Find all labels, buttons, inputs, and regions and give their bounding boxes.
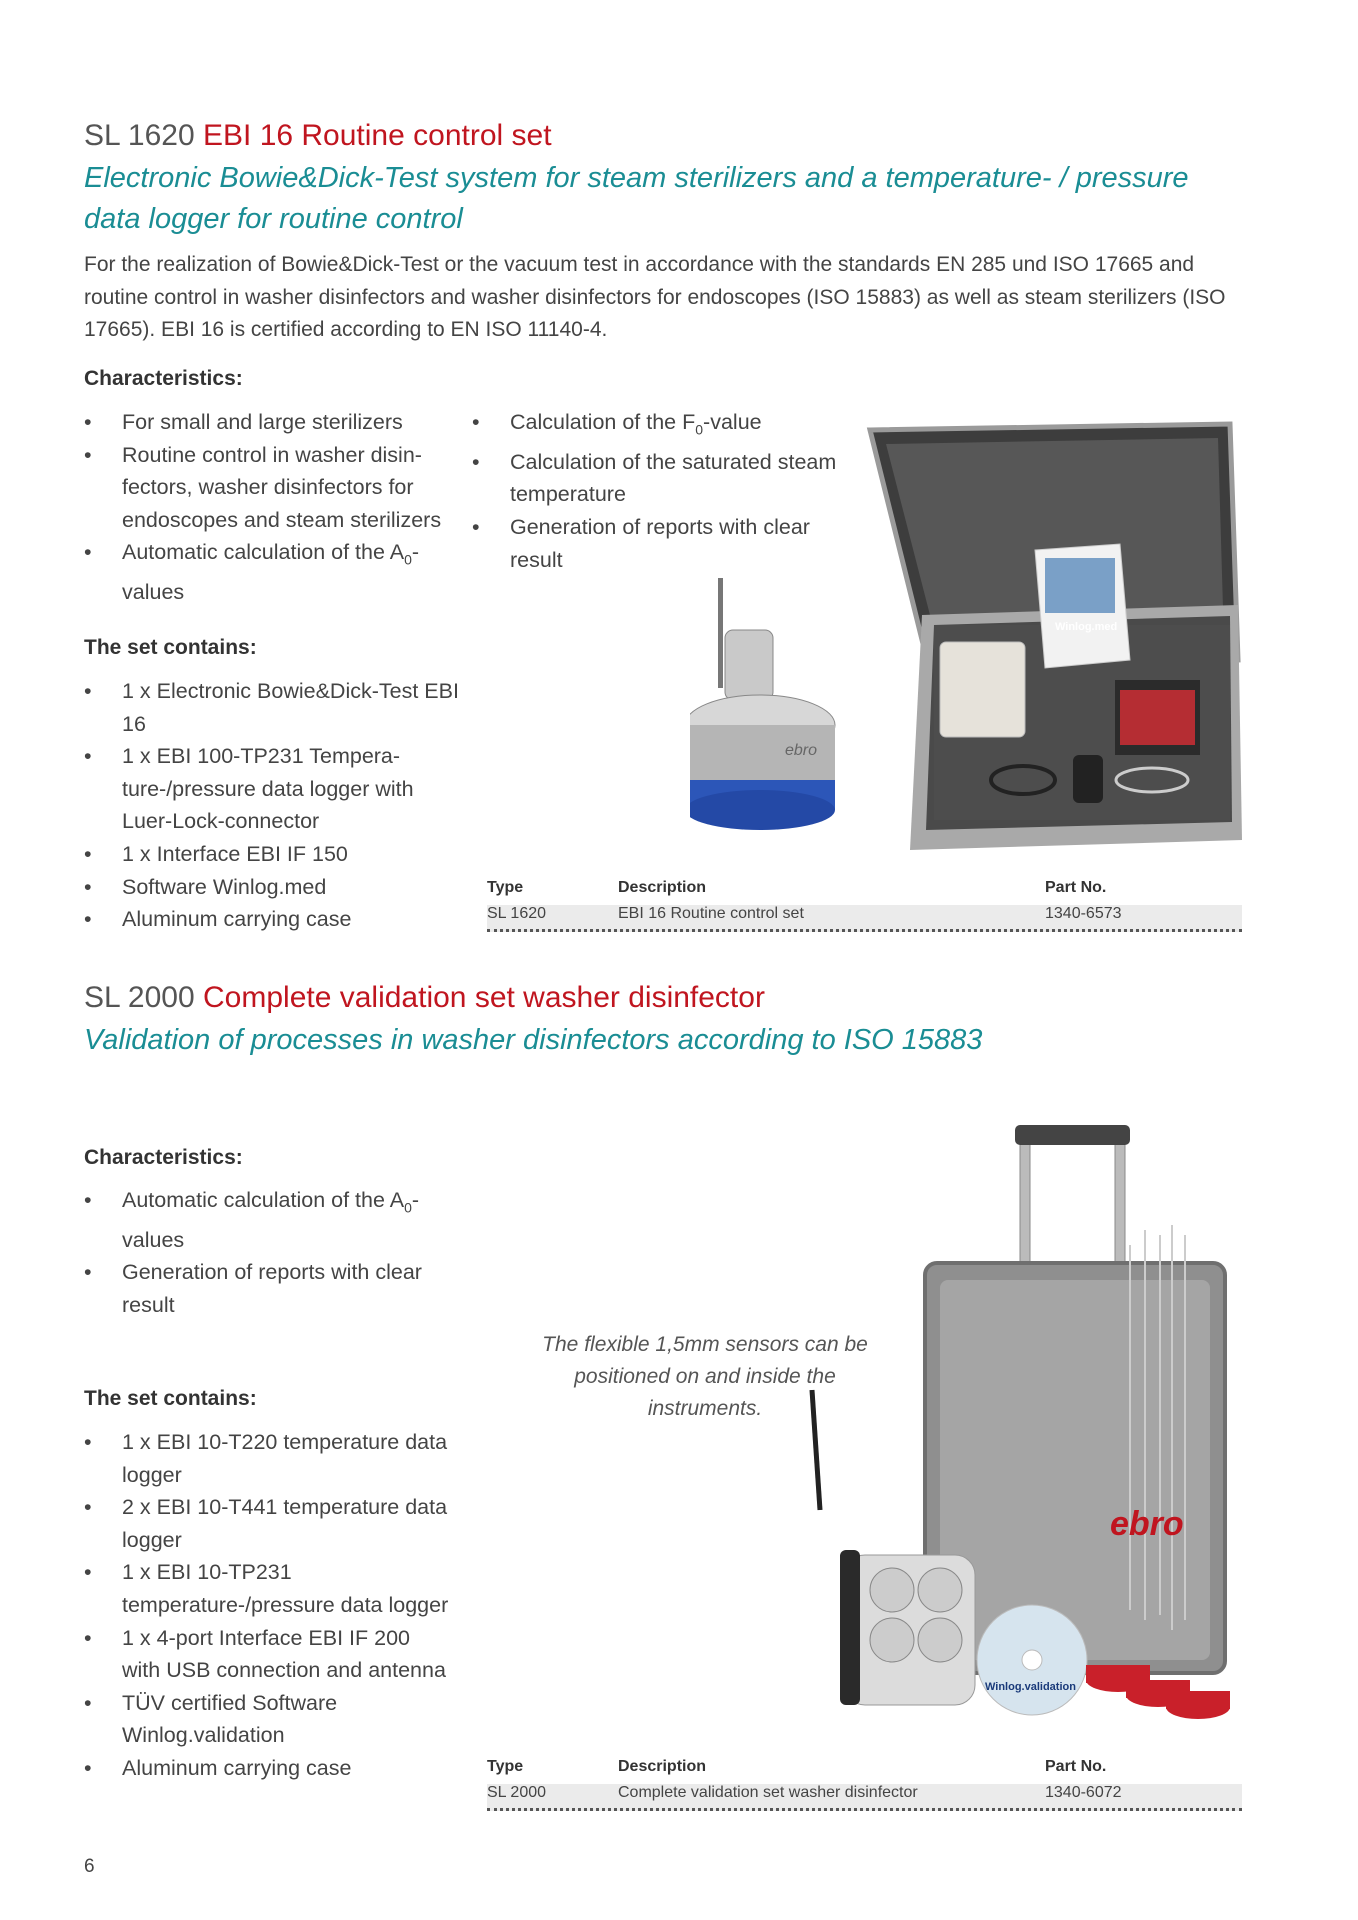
type-cell: SL 1620: [487, 905, 547, 922]
list-item: • 1 x EBI 10-TP231 temperature-/pressure data logger: [84, 1556, 454, 1621]
list-item: • For small and large sterilizers: [84, 406, 469, 439]
winlog-med-label: Winlog.med: [1055, 621, 1118, 633]
list-item: • 1 x Interface EBI IF 150: [84, 838, 459, 871]
description-column-header: Description: [618, 879, 707, 896]
section2-set-heading: The set contains:: [84, 1387, 257, 1410]
section1-characteristics-heading: Characteristics:: [84, 367, 243, 390]
list-item: • 1 x EBI 10-T220 temperature data logger: [84, 1426, 454, 1491]
list-item: • Calculation of the saturated steam temperature: [472, 446, 852, 511]
table-header: [487, 879, 1242, 905]
part-number-cell: 1340-6072: [1045, 1784, 1122, 1801]
section2-subtitle: Validation of processes in washer disinfectors according to ISO 15883: [84, 1024, 983, 1056]
list-item: • Aluminum carrying case: [84, 903, 459, 936]
list-item: • Generation of reports with clear result: [84, 1256, 469, 1321]
section2-title: Complete validation set washer disinfector: [203, 981, 765, 1014]
list-item: • 1 x 4-port Interface EBI IF 200 with USB connection and antenna: [84, 1622, 454, 1687]
page-number: 6: [84, 1856, 95, 1877]
section1-characteristics-list-1: [84, 406, 469, 609]
section2-part-table: [487, 1758, 1242, 1814]
routine-control-set-photo: [690, 410, 1250, 850]
validation-set-photo: [800, 1125, 1260, 1725]
type-cell: SL 2000: [487, 1784, 547, 1801]
list-item: • Software Winlog.med: [84, 871, 459, 904]
list-item: • Calculation of the $F_0$-value: [472, 406, 852, 446]
table-header: [487, 1758, 1242, 1784]
type-column-header: Type: [487, 1758, 524, 1775]
section1-subtitle: Electronic Bowie&Dick-Test system for steam sterilizers and a temperature- / pressure data logger for routine control: [84, 162, 1189, 235]
section1-set-list: [84, 675, 459, 936]
part-number-column-header: Part No.: [1045, 879, 1107, 896]
list-item: • Routine control in washer disin-fectors, washer disinfectors for endoscopes and steam sterilizers: [84, 439, 469, 537]
list-item: • Automatic calculation of the $A_0$-values: [84, 1184, 469, 1256]
section1-title: EBI 16 Routine control set: [203, 119, 552, 152]
section2-heading: [84, 980, 765, 1016]
winlog-validation-label: Winlog.validation: [985, 1681, 1076, 1693]
section2-set-list: [84, 1426, 454, 1785]
type-column-header: Type: [487, 879, 524, 896]
part-number-cell: 1340-6573: [1045, 905, 1122, 922]
list-item: • TÜV certified Software Winlog.validation: [84, 1687, 454, 1752]
section1-part-table: [487, 879, 1242, 935]
section2-characteristics-heading: Characteristics:: [84, 1146, 243, 1169]
table-row: [487, 1784, 1242, 1811]
section2-characteristics-list: [84, 1184, 469, 1322]
list-item: • Generation of reports with clear result: [472, 511, 852, 576]
section2-code: SL 2000: [84, 981, 195, 1014]
list-item: • 2 x EBI 10-T441 temperature data logger: [84, 1491, 454, 1556]
part-number-column-header: Part No.: [1045, 1758, 1107, 1775]
section1-code: SL 1620: [84, 119, 195, 152]
list-item: • Aluminum carrying case: [84, 1752, 454, 1785]
list-item: • Automatic calculation of the $A_0$-values: [84, 536, 469, 608]
ebro-case-logo: ebro: [1110, 1505, 1184, 1543]
section1-heading: [84, 118, 552, 154]
table-row: [487, 905, 1242, 932]
list-item: • 1 x EBI 100-TP231 Tempera-ture-/pressure data logger with Luer-Lock-connector: [84, 740, 459, 838]
section1-set-heading: The set contains:: [84, 636, 257, 659]
description-cell: EBI 16 Routine control set: [618, 905, 804, 922]
sensor-caption: The flexible 1,5mm sensors can be positioned on and inside the instruments.: [542, 1333, 868, 1420]
section1-intro: For the realization of Bowie&Dick-Test or the vacuum test in accordance with the standards EN 285 und ISO 17665 and routine control in washer disinfectors and washer disinfectors for endoscopes (ISO 15883) as well as steam sterilizers (ISO 17665). EBI 16 is certified according to EN ISO 11140-4.: [84, 253, 1226, 341]
description-cell: Complete validation set washer disinfector: [618, 1784, 918, 1801]
ebro-logo-label: ebro: [785, 742, 818, 759]
description-column-header: Description: [618, 1758, 707, 1775]
list-item: • 1 x Electronic Bowie&Dick-Test EBI 16: [84, 675, 459, 740]
